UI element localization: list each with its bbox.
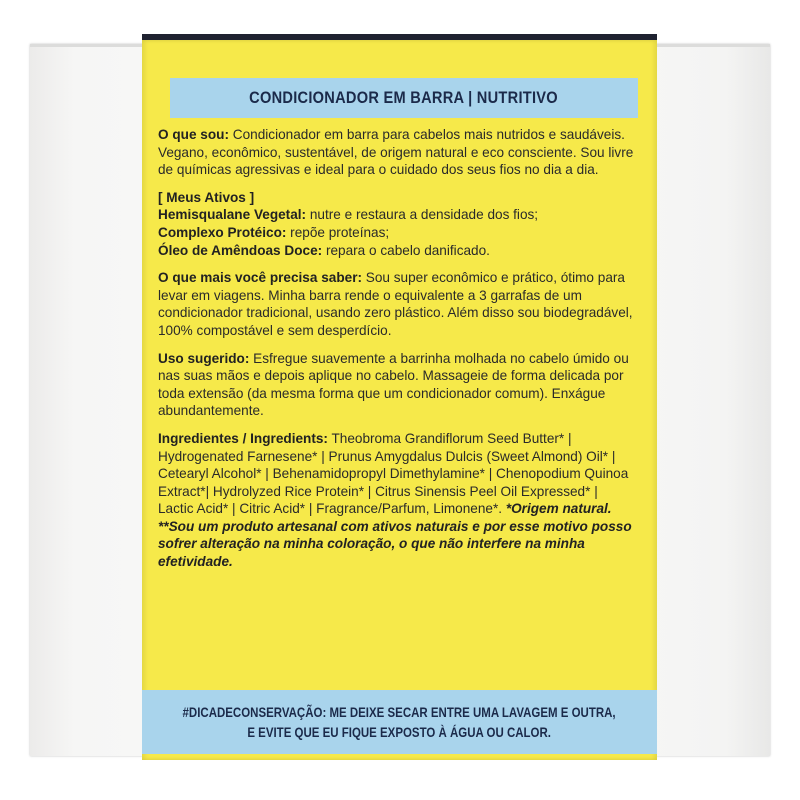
label-content xyxy=(158,126,634,581)
uso-label: Uso sugerido: xyxy=(158,350,250,366)
section-uso xyxy=(158,350,634,420)
section-ingredientes xyxy=(158,430,634,571)
tip-line-2: E EVITE QUE EU FIQUE EXPOSTO À ÁGUA OU CALOR. xyxy=(247,724,552,740)
product-title: CONDICIONADOR EM BARRA | NUTRITIVO xyxy=(249,88,559,107)
tip-line-1: #DICADECONSERVAÇÃO: ME DEIXE SECAR ENTRE UMA LAVAGEM E OUTRA, xyxy=(182,704,617,720)
ativo-desc-0: nutre e restaura a densidade dos fios; xyxy=(306,207,539,223)
title-bar xyxy=(170,78,638,118)
ativos-heading: [ Meus Ativos ] xyxy=(158,189,255,205)
conservation-tip-bar xyxy=(142,690,657,754)
section-o-que-sou xyxy=(158,126,634,179)
ativo-desc-2: repara o cabelo danificado. xyxy=(322,242,490,258)
o-que-sou-label: O que sou: xyxy=(158,127,229,142)
ingredientes-note: *Origem natural. **Sou um produto artesanal com ativos naturais e por esse motivo posso sofrer alteração na minha coloração, o que não interfere na minha efetividade. xyxy=(158,501,632,570)
ativo-name-1: Complexo Protéico: xyxy=(158,224,287,240)
ativo-name-0: Hemisqualane Vegetal: xyxy=(158,207,307,223)
ingredientes-text: Theobroma Grandiflorum Seed Butter* | Hydrogenated Farnesene* | Prunus Amygdalus Dulcis (Sweet Almond) Oil* | Cetearyl Alcohol* | Behenamidopropyl Dimethylamine* | Chenopodium Quinoa Extract*| Hydrolyzed Rice Protein* | Citrus Sinensis Peel Oil Expressed* | Lactic Acid* | Citric Acid* | Fragrance/Parfum, Limonene*. xyxy=(158,430,629,517)
section-saber xyxy=(158,269,634,339)
section-ativos xyxy=(158,189,634,259)
saber-label: O que mais você precisa saber: xyxy=(158,270,363,286)
uso-text: Esfregue suavemente a barrinha molhada no cabelo úmido ou nas suas mãos e depois aplique no cabelo. Massageie de forma delicada por toda extensão (da mesma forma que um condicionador comum). Enxágue abundantemente. xyxy=(158,350,629,419)
ativo-name-2: Óleo de Amêndoas Doce: xyxy=(158,242,323,258)
ativo-desc-1: repõe proteínas; xyxy=(286,224,390,240)
ingredientes-label: Ingredientes / Ingredients: xyxy=(158,430,328,446)
saber-text: Sou super econômico e prático, ótimo para levar em viagens. Minha barra rende o equivalente a 3 garrafas de um condicionador tradicional, usando zero plástico. Além disso sou biodegradável, 100% compostável e sem desperdício. xyxy=(158,270,633,338)
o-que-sou-text: Condicionador em barra para cabelos mais nutridos e saudáveis. Vegano, econômico, sustentável, de origem natural e eco consciente. Sou livre de químicas agressivas e ideal para o cuidado dos seus fios no dia a dia. xyxy=(158,127,634,178)
